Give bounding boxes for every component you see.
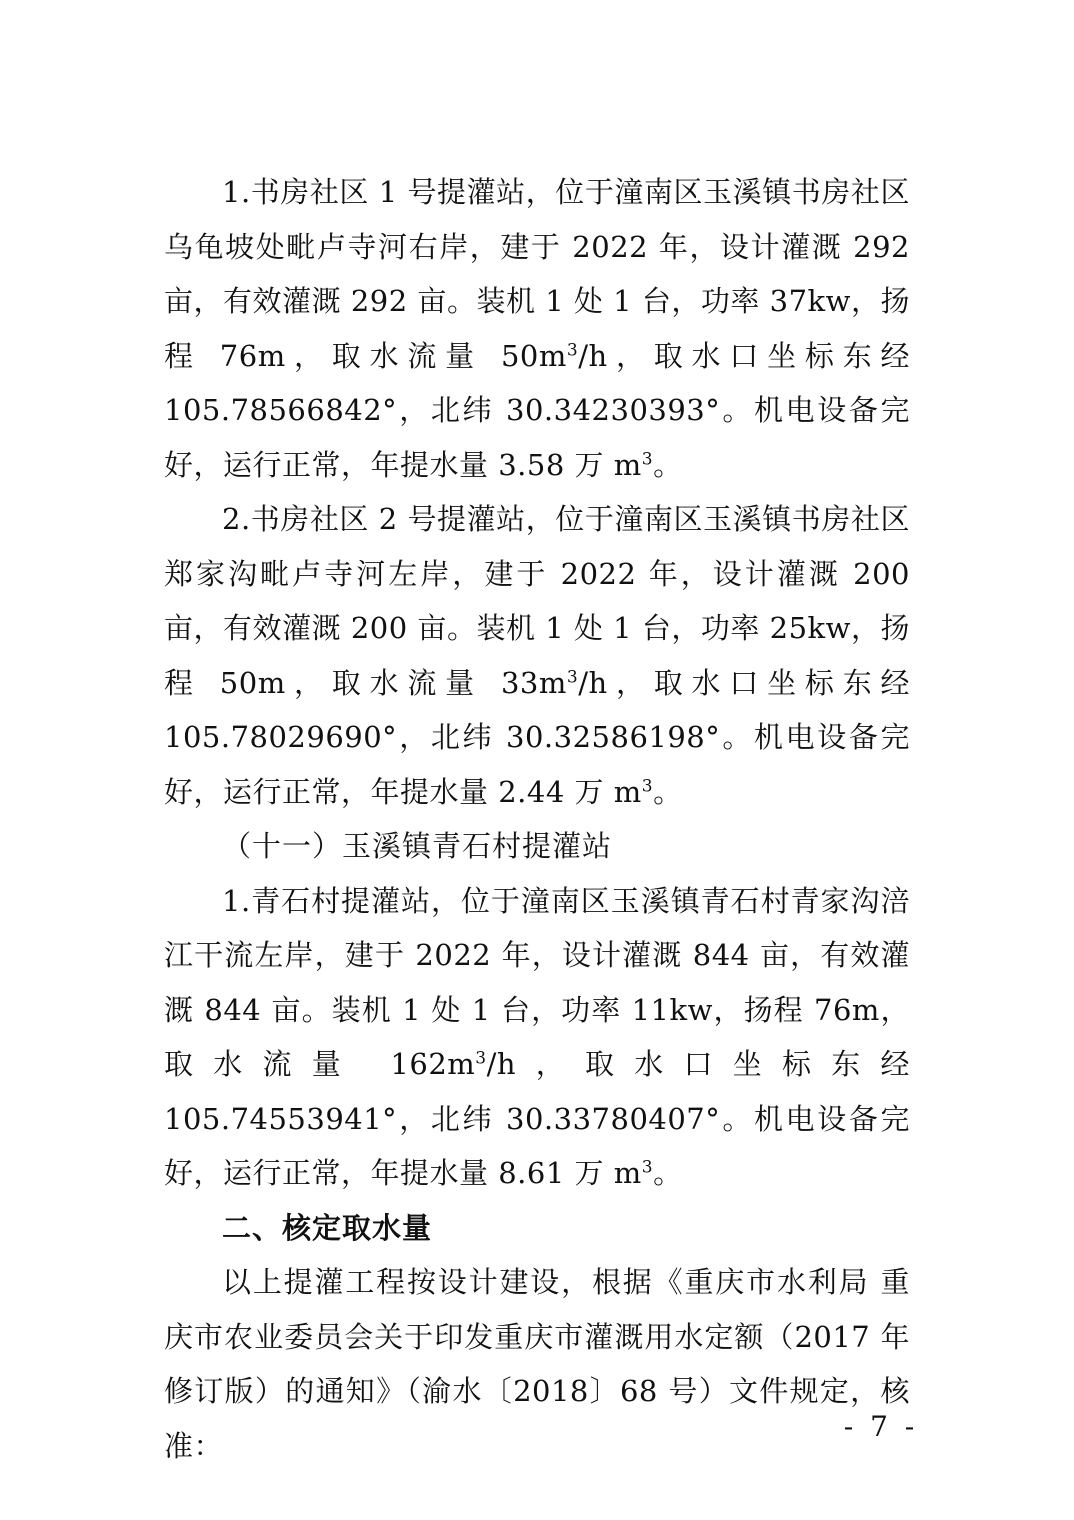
paragraph-shufang-station-1: [164, 165, 910, 492]
paragraph-text: 。: [653, 774, 683, 809]
paragraph-text: /h，取水口坐标东经 105.74553941°，北纬 30.33780407°。机电设备完好，运行正常，年提水量 8.61 万 m: [164, 1047, 910, 1190]
paragraph-approval: 以上提灌工程按设计建设，根据《重庆市水利局 重庆市农业委员会关于印发重庆市灌溉用水定额（2017 年修订版）的通知》（渝水〔2018〕68 号）文件规定，核准：: [164, 1265, 910, 1463]
superscript: 3: [475, 1048, 487, 1069]
superscript: 3: [566, 666, 579, 687]
section-heading: （十一）玉溪镇青石村提灌站: [222, 829, 613, 863]
part-heading: 二、核定取水量: [222, 1210, 433, 1245]
paragraph-shufang-station-2: [164, 492, 910, 819]
paragraph-text: 。: [653, 447, 683, 482]
superscript: 3: [641, 775, 654, 796]
paragraph-text: /h，取水口坐标东经 105.78566842°，北纬 30.34230393°。机电设备完好，运行正常，年提水量 3.58 万 m: [164, 338, 910, 482]
superscript: 3: [641, 448, 654, 469]
document-body: [164, 165, 910, 1473]
page-number: - 7 -: [843, 1410, 919, 1443]
superscript: 3: [566, 339, 579, 360]
superscript: 3: [641, 1157, 654, 1178]
paragraph-text: 1.书房社区 1 号提灌站，位于潼南区玉溪镇书房社区乌龟坡处毗卢寺河右岸，建于 2022 年，设计灌溉 292 亩，有效灌溉 292 亩。装机 1 处 1 台，功率 37kw，扬程 76m，取水流量 50m: [164, 175, 910, 373]
paragraph-qingshi-station: [164, 874, 910, 1201]
paragraph-text: 2.书房社区 2 号提灌站，位于潼南区玉溪镇书房社区郑家沟毗卢寺河左岸，建于 2022 年，设计灌溉 200 亩，有效灌溉 200 亩。装机 1 处 1 台，功率 25kw，扬程 50m，取水流量 33m: [164, 502, 910, 700]
paragraph-text: 1.青石村提灌站，位于潼南区玉溪镇青石村青家沟涪江干流左岸，建于 2022 年，设计灌溉 844 亩，有效灌溉 844 亩。装机 1 处 1 台，功率 11kw，扬程 76m，取水流量 162m: [164, 883, 910, 1081]
paragraph-text: /h，取水口坐标东经 105.78029690°，北纬 30.32586198°。机电设备完好，运行正常，年提水量 2.44 万 m: [164, 665, 910, 809]
paragraph-text: 。: [653, 1156, 683, 1190]
